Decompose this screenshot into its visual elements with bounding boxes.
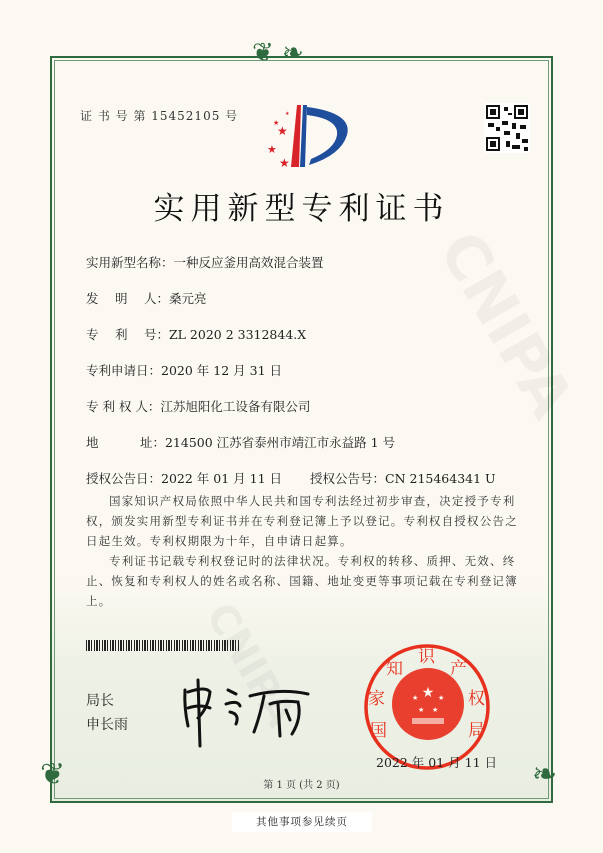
field-value: 2020 年 12 月 31 日	[161, 363, 283, 378]
field-value: 2022 年 01 月 11 日	[161, 471, 283, 486]
svg-text:★: ★	[273, 119, 280, 127]
director-title: 局长	[86, 693, 114, 709]
field-utility-model-name	[86, 253, 324, 271]
field-label: 地 址：	[86, 435, 165, 450]
certificate-title: 实用新型专利证书	[153, 191, 450, 227]
svg-text:★: ★	[279, 156, 290, 170]
svg-text:★: ★	[277, 124, 288, 138]
field-value: 江苏旭阳化工设备有限公司	[160, 399, 311, 414]
see-continuation-note: 其他事项参见续页	[232, 812, 372, 832]
official-seal	[362, 642, 492, 772]
statement-paragraph: 国家知识产权局依照中华人民共和国专利法经过初步审查，决定授予专利权，颁发实用新型专利证书并在专利登记簿上予以登记。专利权自授权公告之日起生效。专利权期限为十年，自申请日起算。	[86, 494, 518, 548]
field-label: 发 明 人：	[86, 291, 169, 306]
certificate-number: 证 书 号 第 15452105 号	[80, 109, 239, 123]
field-label: 授权公告号：	[310, 471, 386, 486]
qr-code	[484, 103, 530, 153]
cnipa-logo-icon	[255, 105, 355, 175]
director-name: 申长雨	[86, 717, 128, 733]
certificate-statement	[86, 491, 518, 611]
corner-ornament-icon: ❧	[532, 757, 558, 792]
field-value: CN 215464341 U	[385, 471, 496, 486]
field-value: 214500 江苏省泰州市靖江市永益路 1 号	[164, 435, 396, 450]
svg-text:★: ★	[418, 706, 425, 714]
barcode	[86, 640, 240, 651]
field-label: 专 利 权 人：	[86, 399, 161, 414]
svg-text:★: ★	[267, 143, 277, 156]
field-label: 专 利 号：	[86, 327, 169, 342]
statement-paragraph: 专利证书记载专利权登记时的法律状况。专利权的转移、质押、无效、终止、恢复和专利权人的姓名或名称、国籍、地址变更等事项记载在专利登记簿上。	[86, 554, 518, 608]
field-value: 一种反应釜用高效混合装置	[173, 255, 324, 270]
corner-ornament-icon: ❦	[40, 757, 66, 792]
field-address	[86, 433, 395, 451]
field-application-date	[86, 361, 282, 379]
director-signature	[180, 678, 315, 748]
field-value: ZL 2020 2 3312844.X	[168, 327, 307, 342]
svg-text:国家知识产权局: 国家知识产权局	[368, 647, 485, 741]
field-grant-date	[86, 469, 282, 487]
field-label: 授权公告日：	[86, 471, 162, 486]
svg-text:★: ★	[285, 111, 290, 117]
svg-text:★: ★	[432, 706, 439, 714]
field-inventor	[86, 289, 206, 307]
field-patentee	[86, 397, 310, 415]
field-label: 实用新型名称：	[86, 255, 174, 270]
page-indicator: 第 1 页 (共 2 页)	[263, 780, 340, 791]
svg-text:★: ★	[421, 685, 435, 701]
seal-date: 2022 年 01 月 11 日	[376, 755, 497, 770]
field-label: 专利申请日：	[86, 363, 162, 378]
field-announcement-number	[310, 469, 496, 487]
field-patent-number	[86, 325, 306, 343]
field-value: 桑元亮	[168, 291, 207, 306]
svg-text:★: ★	[412, 694, 419, 702]
top-ornament-icon: ❦ ❧	[252, 38, 304, 68]
svg-text:★: ★	[438, 694, 445, 702]
